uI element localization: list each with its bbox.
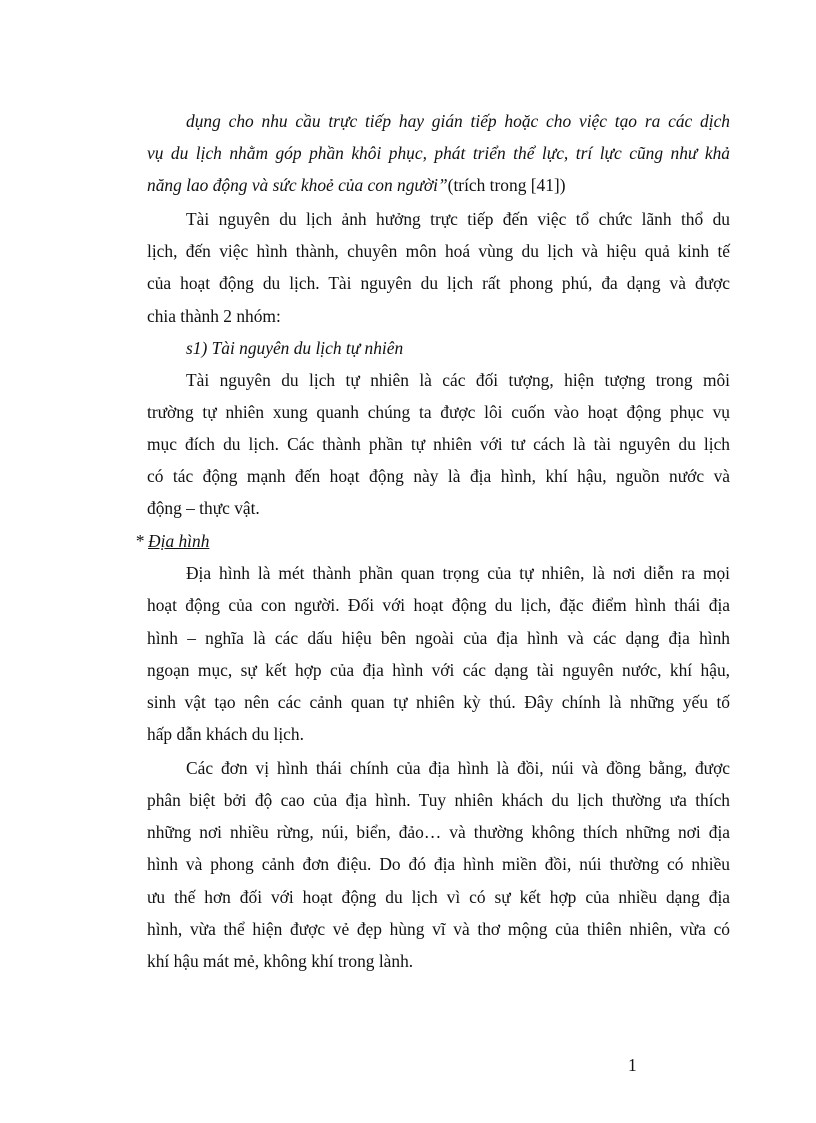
citation: (trích trong [41]) [447,175,566,195]
paragraph-line: hình và phong cảnh đơn điệu. Do đó địa hình miền đồi, núi thường có nhiều [147,854,730,874]
subheading-text: Địa hình [148,531,210,551]
paragraph-line: ngoạn mục, sự kết hợp của địa hình với các dạng tài nguyên nước, khí hậu, [147,660,730,680]
paragraph-line: hoạt động của con người. Đối với hoạt động du lịch, đặc điểm hình thái địa [147,595,730,615]
page-number: 1 [628,1055,637,1075]
subheading-bullet: * [135,531,149,551]
paragraph-line: trường tự nhiên xung quanh chúng ta được lôi cuốn vào hoạt động phục vụ [147,402,730,422]
paragraph-line: Các đơn vị hình thái chính của địa hình là đồi, núi và đồng bằng, được [186,758,730,778]
quote-text: năng lao động và sức khoẻ của con người” [147,175,448,195]
paragraph-line: chia thành 2 nhóm: [147,306,281,326]
paragraph-line: lịch, đến việc hình thành, chuyên môn hoá vùng du lịch và hiệu quả kinh tế [147,241,730,261]
section-heading: s1) Tài nguyên du lịch tự nhiên [186,338,404,358]
paragraph-line: hình, vừa thể hiện được vẻ đẹp hùng vĩ và thơ mộng của thiên nhiên, vừa có [147,919,730,939]
paragraph-line: hình – nghĩa là các dấu hiệu bên ngoài của địa hình và các dạng địa hình [147,628,730,648]
paragraph-line: những nơi nhiều rừng, núi, biển, đảo… và thường không thích những nơi địa [147,822,730,842]
paragraph-line: Tài nguyên du lịch tự nhiên là các đối tượng, hiện tượng trong môi [186,370,730,390]
paragraph-line: động – thực vật. [147,498,260,518]
quote-last-line [147,174,566,196]
subheading [135,530,209,552]
paragraph-line: ưu thế hơn đối với hoạt động du lịch vì có sự kết hợp của nhiều dạng địa [147,887,730,907]
quote-line: dụng cho nhu cầu trực tiếp hay gián tiếp hoặc cho việc tạo ra các dịch [186,111,730,131]
paragraph-line: mục đích du lịch. Các thành phần tự nhiên với tư cách là tài nguyên du lịch [147,434,730,454]
quote-line: vụ du lịch nhằm góp phần khôi phục, phát triển thể lực, trí lực cũng như khả [147,143,730,163]
paragraph-line: có tác động mạnh đến hoạt động này là địa hình, khí hậu, nguồn nước và [147,466,730,486]
paragraph-line: sinh vật tạo nên các cảnh quan tự nhiên kỳ thú. Đây chính là những yếu tố [147,692,730,712]
paragraph-line: Địa hình là mét thành phần quan trọng của tự nhiên, là nơi diễn ra mọi [186,563,730,583]
paragraph-line: khí hậu mát mẻ, không khí trong lành. [147,951,414,971]
paragraph-line: phân biệt bởi độ cao của địa hình. Tuy nhiên khách du lịch thường ưa thích [147,790,730,810]
paragraph-line: hấp dẫn khách du lịch. [147,724,304,744]
paragraph-line: của hoạt động du lịch. Tài nguyên du lịch rất phong phú, đa dạng và được [147,273,730,293]
paragraph-line: Tài nguyên du lịch ảnh hưởng trực tiếp đến việc tổ chức lãnh thổ du [186,209,730,229]
